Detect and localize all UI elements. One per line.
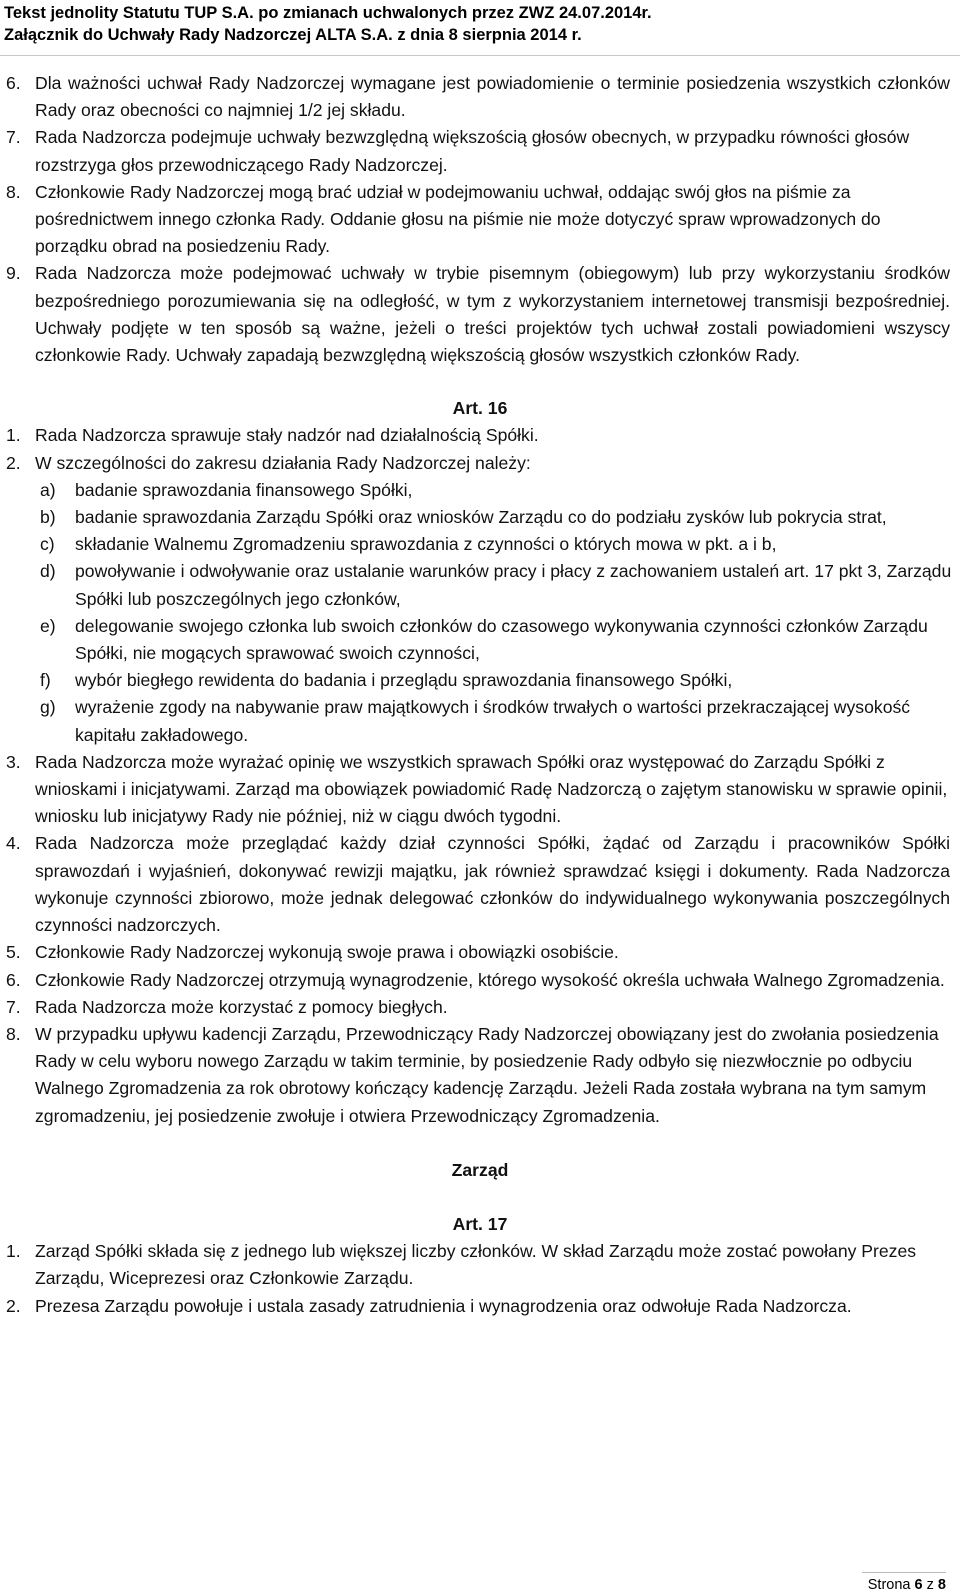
item-number: 7. — [6, 127, 21, 148]
item-text: Członkowie Rady Nadzorczej wykonują swoje prawa i obowiązki osobiście. — [35, 942, 619, 963]
item-number: 7. — [6, 996, 21, 1017]
page-separator: z — [926, 1577, 934, 1593]
sub-list-item — [35, 558, 954, 612]
item-text: Rada Nadzorcza może podejmować uchwały w trybie pisemnym (obiegowym) lub przy wykorzystaniu środków bezpośredniego porozumiewania się na odległość, w tym z wykorzystaniem internetowej transmisji bezpośredniej. Uchwały podjęte w ten sposób są ważne, jeżeli o treści projektów tych uchwał zostali powiadomieni wszyscy członkowie Rady. Uchwały zapadają bezwzględną większością głosów wszystkich członków Rady. — [35, 263, 950, 366]
item-text: Rada Nadzorcza może wyrażać opinię we wszystkich sprawach Spółki oraz występować do Zarządu Spółki z wnioskami i inicjatywami. Zarząd ma obowiązek powiadomić Radę Nadzorczą o zajętym stanowisku w sprawie opinii, wniosku lub inicjatywy Rady nie później, niż w ciągu dwóch tygodni. — [35, 751, 948, 827]
item-text: Rada Nadzorcza podejmuje uchwały bezwzględną większością głosów obecnych, w przypadku równości głosów rozstrzyga głos przewodniczącego Rady Nadzorczej. — [35, 127, 910, 175]
list-item — [6, 124, 954, 178]
sub-item-letter: g) — [40, 697, 56, 718]
item-number: 2. — [6, 452, 21, 473]
item-text: W szczególności do zakresu działania Rady Nadzorczej należy: — [35, 452, 531, 473]
item-number: 6. — [6, 969, 21, 990]
item-text: Członkowie Rady Nadzorczej otrzymują wynagrodzenie, którego wysokość określa uchwała Walnego Zgromadzenia. — [35, 969, 945, 990]
sub-list-item — [35, 613, 954, 667]
item-text: Rada Nadzorcza może przeglądać każdy dział czynności Spółki, żądać od Zarządu i pracowników Spółki sprawozdań i wyjaśnień, dokonywać rewizji majątku, jak również sprawdzać księgi i dokumenty. Rada Nadzorcza wykonuje czynności zbiorowo, może jednak delegować członków do indywidualnego wykonywania poszczególnych czynności nadzorczych. — [35, 833, 950, 936]
list-item — [6, 1021, 954, 1130]
sub-item-letter: c) — [40, 534, 55, 555]
list-item — [6, 830, 954, 939]
list-item — [6, 70, 954, 124]
item-number: 1. — [6, 425, 21, 446]
article-heading: Art. 17 — [452, 1213, 508, 1234]
item-number: 6. — [6, 73, 21, 93]
list-item — [6, 1238, 954, 1292]
page-header — [0, 2, 960, 56]
item-number: 8. — [6, 181, 21, 202]
item-number: 8. — [6, 1023, 21, 1044]
item-text: W przypadku upływu kadencji Zarządu, Przewodniczący Rady Nadzorczej obowiązany jest do zwołania posiedzenia Rady w celu wyboru nowego Zarządu w takim terminie, by posiedzenie Rady odbyło się niezwłocznie po odbyciu Walnego Zgromadzenia za rok obrotowy kończący kadencję Zarządu. Jeżeli Rada została wybrana na tym samym zgromadzeniu, jej posiedzenie zwołuje i otwiera Przewodniczący Zgromadzenia. — [35, 1023, 939, 1126]
item-number: 1. — [6, 1241, 21, 1262]
header-subtitle: Załącznik do Uchwały Rady Nadzorczej ALTA S.A. z dnia 8 sierpnia 2014 r. — [4, 26, 582, 44]
section-heading: Zarząd — [451, 1159, 509, 1180]
item-number: 9. — [6, 263, 21, 284]
item-number: 3. — [6, 751, 21, 772]
sub-item-text: składanie Walnemu Zgromadzeniu sprawozdania z czynności o których mowa w pkt. a i b, — [75, 534, 777, 555]
sub-item-text: badanie sprawozdania Zarządu Spółki oraz wniosków Zarządu co do podziału zysków lub pokrycia strat, — [75, 507, 887, 528]
sub-item-text: wyrażenie zgody na nabywanie praw majątkowych i środków trwałych o wartości przekraczającej wysokość kapitału zakładowego. — [75, 697, 911, 745]
sub-item-text: powoływanie i odwoływanie oraz ustalanie warunków pracy i płacy z zachowaniem ustaleń art. 17 pkt 3, Zarządu Spółki lub poszczególnych jego członków, — [75, 561, 952, 609]
item-number: 2. — [6, 1295, 21, 1316]
item-text: Prezesa Zarządu powołuje i ustala zasady zatrudnienia i wynagrodzenia oraz odwołuje Rada Nadzorcza. — [35, 1295, 852, 1316]
sub-item-letter: a) — [40, 479, 56, 500]
sub-list-item — [35, 477, 954, 504]
list-item — [6, 939, 954, 966]
list-item — [6, 450, 954, 477]
item-text: Zarząd Spółki składa się z jednego lub większej liczby członków. W skład Zarządu może zostać powołany Prezes Zarządu, Wiceprezesi oraz Członkowie Zarządu. — [35, 1241, 917, 1289]
item-number: 4. — [6, 833, 21, 854]
sub-item-text: badanie sprawozdania finansowego Spółki, — [75, 479, 413, 500]
item-number: 5. — [6, 942, 21, 963]
item-text: Rada Nadzorcza sprawuje stały nadzór nad działalnością Spółki. — [35, 425, 539, 446]
page-current: 6 — [914, 1577, 923, 1593]
list-item — [6, 994, 954, 1021]
sub-list-item — [35, 531, 954, 558]
sub-item-letter: b) — [40, 507, 56, 528]
sub-item-text: wybór biegłego rewidenta do badania i przeglądu sprawozdania finansowego Spółki, — [75, 670, 733, 691]
page-total: 8 — [937, 1577, 946, 1593]
list-item — [6, 967, 954, 994]
list-item — [6, 1293, 954, 1320]
article-heading: Art. 16 — [452, 398, 508, 419]
page-label: Strona — [867, 1577, 911, 1593]
sub-list-item — [35, 667, 954, 694]
list-item — [6, 179, 954, 261]
list-item — [6, 422, 954, 449]
item-text: Dla ważności uchwał Rady Nadzorczej wymagane jest powiadomienie o terminie posiedzenia wszystkich członków Rady oraz obecności co najmniej 1/2 jej składu. — [35, 73, 950, 121]
sub-list-item — [35, 504, 954, 531]
sub-item-letter: d) — [40, 561, 56, 582]
page-footer — [862, 1572, 946, 1594]
item-text: Członkowie Rady Nadzorczej mogą brać udział w podejmowaniu uchwał, oddając swój głos na piśmie za pośrednictwem innego członka Rady. Oddanie głosu na piśmie nie może dotyczyć spraw wprowadzonych do porządku obrad na posiedzeniu Rady. — [35, 181, 881, 257]
header-title: Tekst jednolity Statutu TUP S.A. po zmianach uchwalonych przez ZWZ 24.07.2014r. — [4, 4, 652, 22]
document-body — [6, 70, 954, 1320]
list-item — [6, 749, 954, 831]
sub-item-text: delegowanie swojego członka lub swoich członków do czasowego wykonywania czynności członków Zarządu Spółki, nie mogących sprawować swoich czynności, — [75, 615, 928, 664]
sub-item-letter: f) — [40, 670, 51, 691]
sub-item-letter: e) — [40, 615, 56, 636]
list-item — [6, 260, 954, 369]
item-text: Rada Nadzorcza może korzystać z pomocy biegłych. — [35, 996, 448, 1017]
sub-list-item — [35, 694, 954, 748]
